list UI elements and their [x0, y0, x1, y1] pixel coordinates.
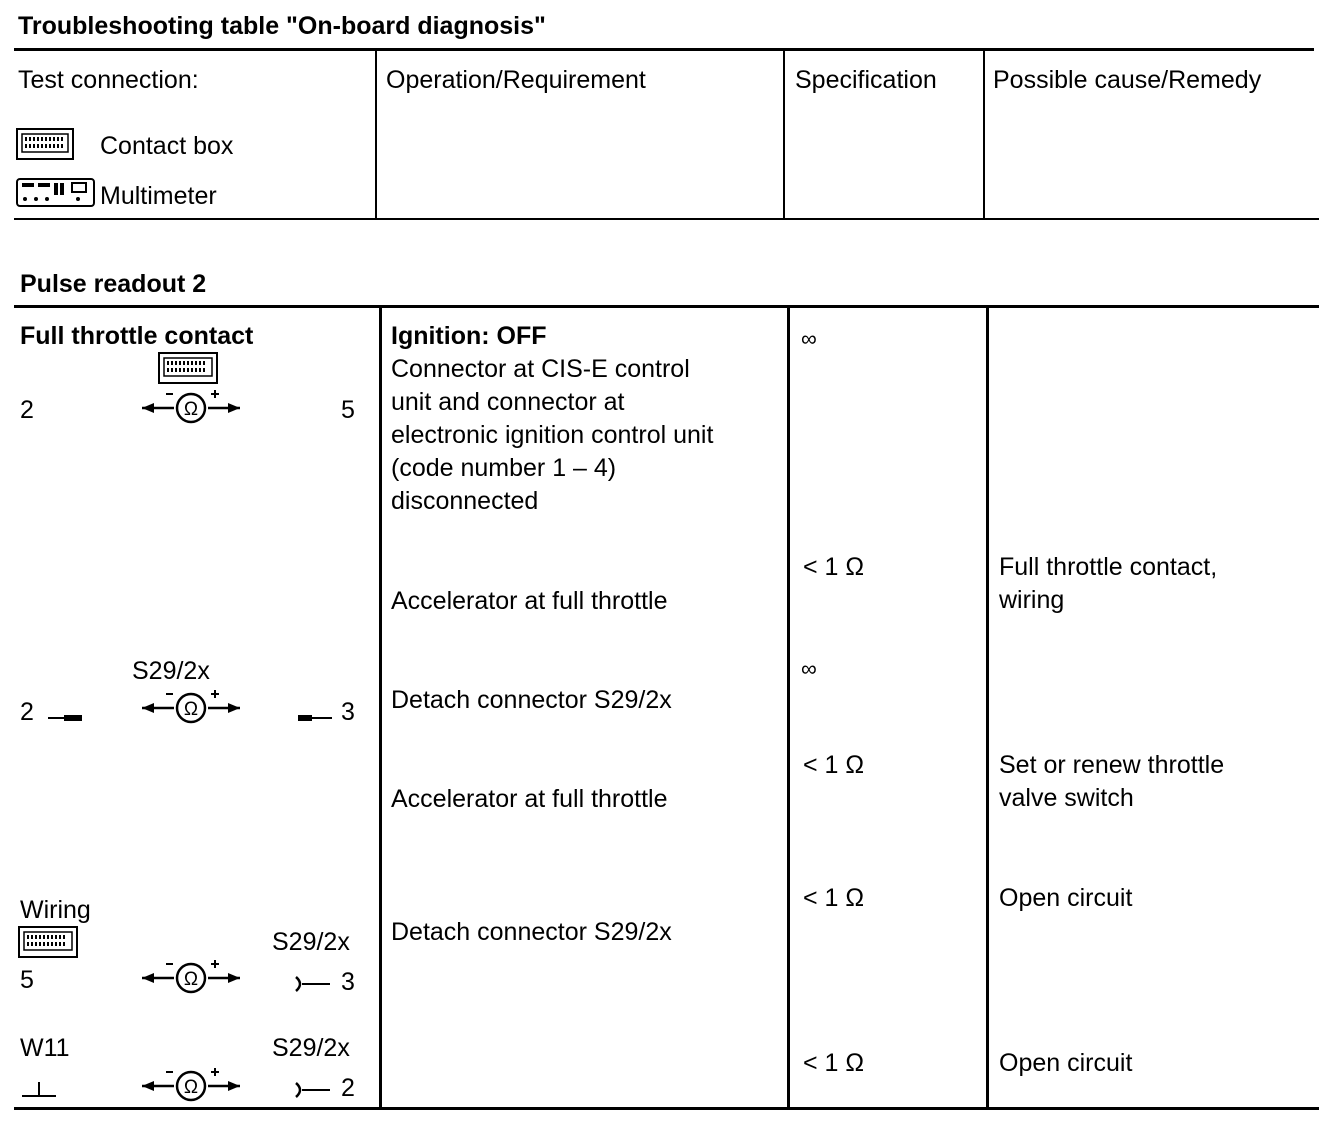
spec-value: < 1 Ω [803, 1049, 865, 1077]
operation-text: Accelerator at full throttle [391, 587, 668, 615]
header-top-rule [14, 48, 1314, 51]
pin-left: 2 [20, 698, 34, 726]
section-subtitle: Full throttle contact [20, 322, 254, 350]
cause-line: Full throttle contact, [999, 553, 1218, 581]
connector-label: S29/2x [132, 657, 210, 685]
section-title: Pulse readout 2 [20, 270, 207, 298]
operation-line: disconnected [391, 487, 539, 515]
table-bottom-rule [14, 1107, 1319, 1110]
contact-box-icon [158, 352, 218, 384]
legend-contact-box: Contact box [100, 132, 234, 160]
legend-multimeter: Multimeter [100, 182, 217, 210]
operation-text: Detach connector S29/2x [391, 686, 672, 714]
column-divider [379, 307, 382, 1108]
spec-value: < 1 Ω [803, 751, 865, 779]
pin-right: 5 [341, 396, 355, 424]
cause-line: wiring [999, 586, 1065, 614]
ohm-glyph: Ω [183, 399, 199, 420]
connector-plug-icon [292, 974, 334, 994]
operation-text: Accelerator at full throttle [391, 785, 668, 813]
connector-plug-icon [296, 710, 336, 724]
pin-right: 2 [341, 1074, 355, 1102]
spec-value: ∞ [801, 326, 817, 351]
cause-line: Set or renew throttle [999, 751, 1225, 779]
cause-text [999, 749, 1224, 815]
spec-value: ∞ [801, 656, 817, 681]
contact-box-icon [16, 128, 74, 160]
multimeter-icon [16, 178, 96, 208]
header-divider [783, 49, 785, 219]
column-divider [986, 307, 989, 1108]
operation-line: (code number 1 – 4) [391, 454, 617, 482]
pin-right: 3 [341, 698, 355, 726]
header-possible-cause: Possible cause/Remedy [993, 66, 1262, 94]
cause-text [999, 551, 1217, 617]
operation-line: unit and connector at [391, 388, 625, 416]
cause-line: valve switch [999, 784, 1134, 812]
spec-value: < 1 Ω [803, 884, 865, 912]
header-bottom-rule [14, 218, 1319, 220]
spec-value: < 1 Ω [803, 553, 865, 581]
header-divider [983, 49, 985, 219]
connector-plug-icon [292, 1080, 334, 1100]
header-specification: Specification [795, 66, 937, 94]
header-divider [375, 49, 377, 219]
ohmmeter-icon [140, 1064, 244, 1104]
column-divider [787, 307, 790, 1108]
connector-plug-icon [46, 710, 86, 724]
ohmmeter-icon [140, 686, 244, 726]
section-top-rule [14, 305, 1319, 308]
pin-right: 3 [341, 968, 355, 996]
ohm-glyph: Ω [183, 699, 199, 720]
ohmmeter-icon [140, 386, 244, 426]
ohmmeter-icon [140, 956, 244, 996]
ohm-glyph: Ω [183, 969, 199, 990]
pin-left: 5 [20, 966, 34, 994]
pin-left: 2 [20, 396, 34, 424]
wire-label: W11 [20, 1034, 70, 1062]
operation-text [391, 320, 713, 518]
connector-label: S29/2x [272, 928, 350, 956]
header-operation: Operation/Requirement [386, 66, 646, 94]
operation-line: Ignition: OFF [391, 322, 547, 350]
operation-text: Detach connector S29/2x [391, 918, 672, 946]
header-test-connection: Test connection: [18, 66, 199, 94]
ground-icon [20, 1078, 58, 1100]
operation-line: electronic ignition control unit [391, 421, 714, 449]
connector-label: S29/2x [272, 1034, 350, 1062]
contact-box-icon [18, 926, 78, 958]
operation-line: Connector at CIS-E control [391, 355, 690, 383]
page-title: Troubleshooting table "On-board diagnosis" [18, 12, 546, 40]
ohm-glyph: Ω [183, 1077, 199, 1098]
wiring-label: Wiring [20, 896, 91, 924]
cause-text: Open circuit [999, 884, 1133, 912]
cause-text: Open circuit [999, 1049, 1133, 1077]
